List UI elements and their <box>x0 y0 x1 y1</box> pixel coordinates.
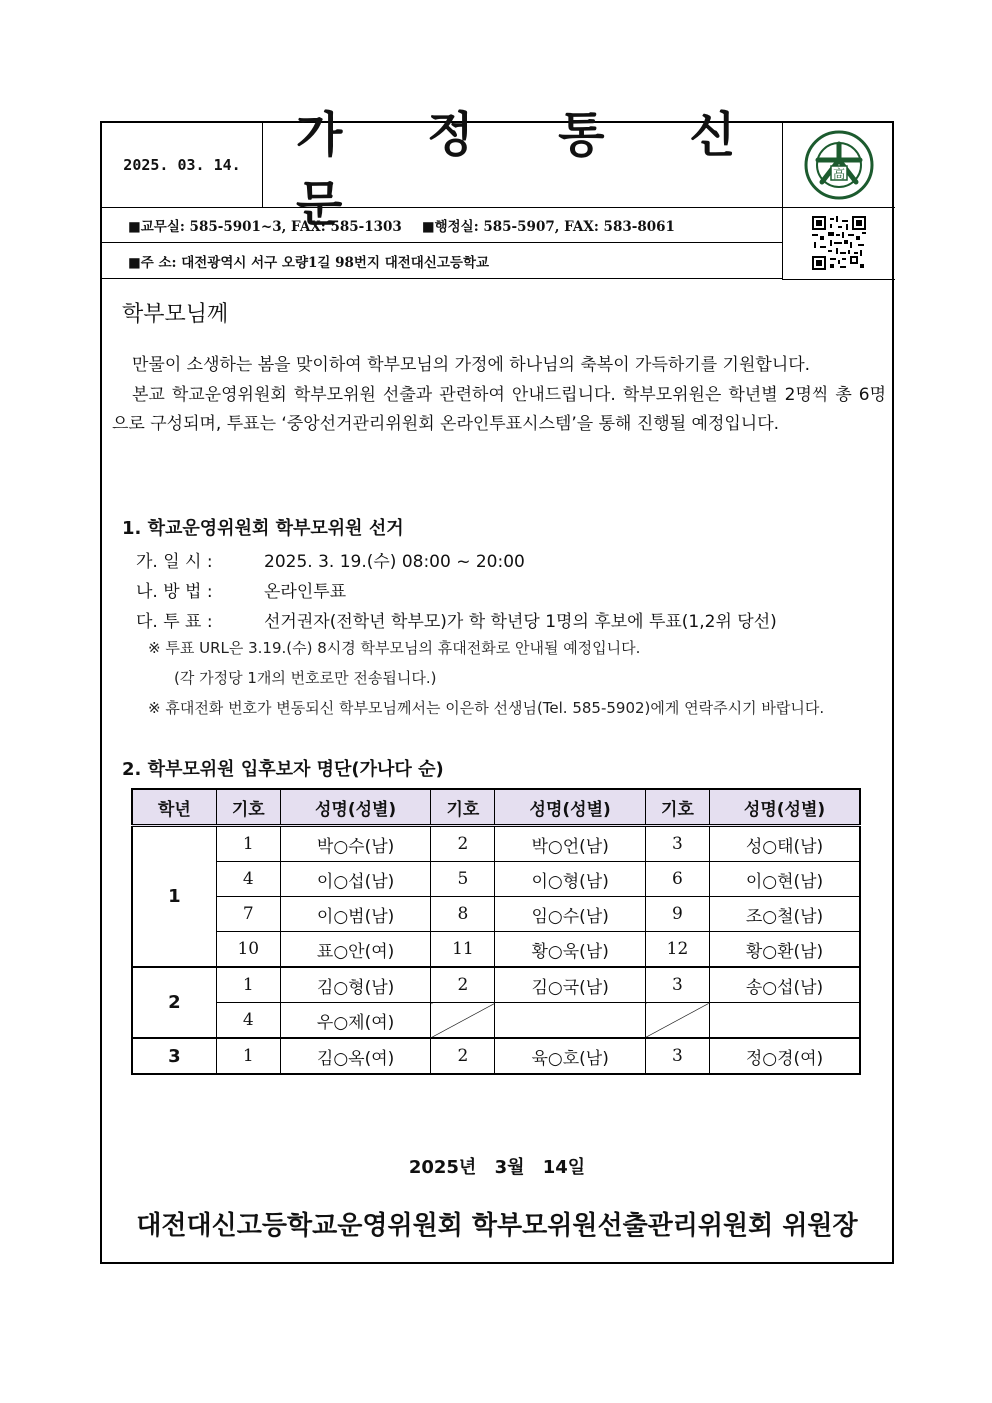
empty-slash-cell <box>645 1003 709 1039</box>
number-cell: 3 <box>645 826 709 862</box>
election-date-item <box>136 547 525 572</box>
table-row <box>132 1003 860 1039</box>
table-row <box>132 1038 860 1074</box>
admin-contact: ■행정실: 585-5907, FAX: 583-8061 <box>421 218 675 235</box>
section-title-candidates: 2. 학부모위원 입후보자 명단(가나다 순) <box>122 759 444 780</box>
name-cell: 송○섭(남) <box>710 967 860 1003</box>
name-cell: 황○환(남) <box>710 932 860 968</box>
number-cell: 1 <box>216 1038 280 1074</box>
number-cell: 5 <box>431 862 495 897</box>
number-cell: 8 <box>431 897 495 932</box>
header-number: 기호 <box>645 789 709 826</box>
item-label: 다. 투 표 : <box>136 612 213 632</box>
empty-slash-cell <box>431 1003 495 1039</box>
candidate-table <box>131 788 861 1075</box>
note-one-number: (각 가정당 1개의 번호로만 전송됩니다.) <box>174 669 437 687</box>
school-logo <box>782 123 895 208</box>
number-cell: 2 <box>431 826 495 862</box>
number-cell: 4 <box>216 1003 280 1039</box>
number-cell: 3 <box>645 967 709 1003</box>
section-title-election: 1. 학교운영위원회 학부모위원 선거 <box>122 518 404 539</box>
name-cell: 김○옥(여) <box>280 1038 430 1074</box>
number-cell: 3 <box>645 1038 709 1074</box>
grade-cell: 1 <box>132 826 216 968</box>
name-cell: 이○현(남) <box>710 862 860 897</box>
table-header-row <box>132 789 860 826</box>
election-vote-item <box>136 607 777 632</box>
name-cell: 이○섭(남) <box>280 862 430 897</box>
qr-code-icon <box>812 216 866 270</box>
note-url: ※ 투표 URL은 3.19.(수) 8시경 학부모님의 휴대전화로 안내될 예정입니다. <box>148 639 641 657</box>
signature-organization: 대전대신고등학교운영위원회 학부모위원선출관리위원회 위원장 <box>136 1211 858 1241</box>
note-contact: ※ 휴대전화 번호가 변동되신 학부모님께서는 이은하 선생님(Tel. 585-5902)에게 연락주시기 바랍니다. <box>148 699 825 717</box>
intro-paragraph-1: 만물이 소생하는 봄을 맞이하여 학부모님의 가정에 하나님의 축복이 가득하기를 기원합니다. <box>132 355 811 375</box>
empty-cell <box>495 1003 645 1039</box>
name-cell: 정○경(여) <box>710 1038 860 1074</box>
name-cell: 이○형(남) <box>495 862 645 897</box>
qr-code <box>782 207 895 280</box>
table-row <box>132 862 860 897</box>
number-cell: 2 <box>431 967 495 1003</box>
logo-character: 高 <box>832 167 846 181</box>
number-cell: 7 <box>216 897 280 932</box>
school-address: ■주 소: 대전광역시 서구 오량1길 98번지 대전대신고등학교 <box>128 254 490 271</box>
greeting: 학부모님께 <box>122 302 229 327</box>
table-row <box>132 826 860 862</box>
name-cell: 박○수(남) <box>280 826 430 862</box>
header-grade: 학년 <box>132 789 216 826</box>
number-cell: 1 <box>216 826 280 862</box>
item-label: 나. 방 법 : <box>136 582 213 602</box>
grade-cell: 3 <box>132 1038 216 1074</box>
name-cell: 표○안(여) <box>280 932 430 968</box>
table-row <box>132 932 860 968</box>
name-cell: 박○언(남) <box>495 826 645 862</box>
number-cell: 1 <box>216 967 280 1003</box>
signature-date: 2025년 3월 14일 <box>408 1157 586 1178</box>
header-name: 성명(성별) <box>280 789 430 826</box>
contact-row <box>102 207 782 243</box>
election-method-item <box>136 577 346 602</box>
item-value: 2025. 3. 19.(수) 08:00 ~ 20:00 <box>264 552 525 572</box>
notice-date: 2025. 03. 14. <box>102 123 263 207</box>
item-value: 온라인투표 <box>264 582 347 602</box>
page-title: 가 정 통 신 문 <box>296 107 770 232</box>
number-cell: 11 <box>431 932 495 968</box>
office-contact: ■교무실: 585-5901~3, FAX: 585-1303 <box>128 218 402 235</box>
number-cell: 9 <box>645 897 709 932</box>
name-cell: 임○수(남) <box>495 897 645 932</box>
notice-frame <box>100 107 894 1264</box>
name-cell: 김○국(남) <box>495 967 645 1003</box>
school-emblem-icon <box>804 130 874 200</box>
number-cell: 12 <box>645 932 709 968</box>
table-row <box>132 967 860 1003</box>
name-cell: 육○호(남) <box>495 1038 645 1074</box>
number-cell: 2 <box>431 1038 495 1074</box>
name-cell: 우○제(여) <box>280 1003 430 1039</box>
table-row <box>132 897 860 932</box>
header-name: 성명(성별) <box>495 789 645 826</box>
address-row <box>102 243 782 279</box>
name-cell: 성○태(남) <box>710 826 860 862</box>
name-cell: 황○욱(남) <box>495 932 645 968</box>
number-cell: 4 <box>216 862 280 897</box>
empty-cell <box>710 1003 860 1039</box>
intro-paragraph-2: 본교 학교운영위원회 학부모위원 선출과 관련하여 안내드립니다. 학부모위원은 학년별 2명씩 총 6명으로 구성되며, 투표는 ‘중앙선거관리위원회 온라인투표시스템’을 통해 진행될 예정입니다. <box>112 385 886 434</box>
number-cell: 6 <box>645 862 709 897</box>
header-number: 기호 <box>216 789 280 826</box>
item-label: 가. 일 시 : <box>136 552 213 572</box>
item-value: 선거권자(전학년 학부모)가 학 학년당 1명의 후보에 투표(1,2위 당선) <box>264 612 777 632</box>
name-cell: 조○철(남) <box>710 897 860 932</box>
header-name: 성명(성별) <box>710 789 860 826</box>
number-cell: 10 <box>216 932 280 968</box>
name-cell: 김○형(남) <box>280 967 430 1003</box>
header-number: 기호 <box>431 789 495 826</box>
grade-cell: 2 <box>132 967 216 1038</box>
name-cell: 이○범(남) <box>280 897 430 932</box>
